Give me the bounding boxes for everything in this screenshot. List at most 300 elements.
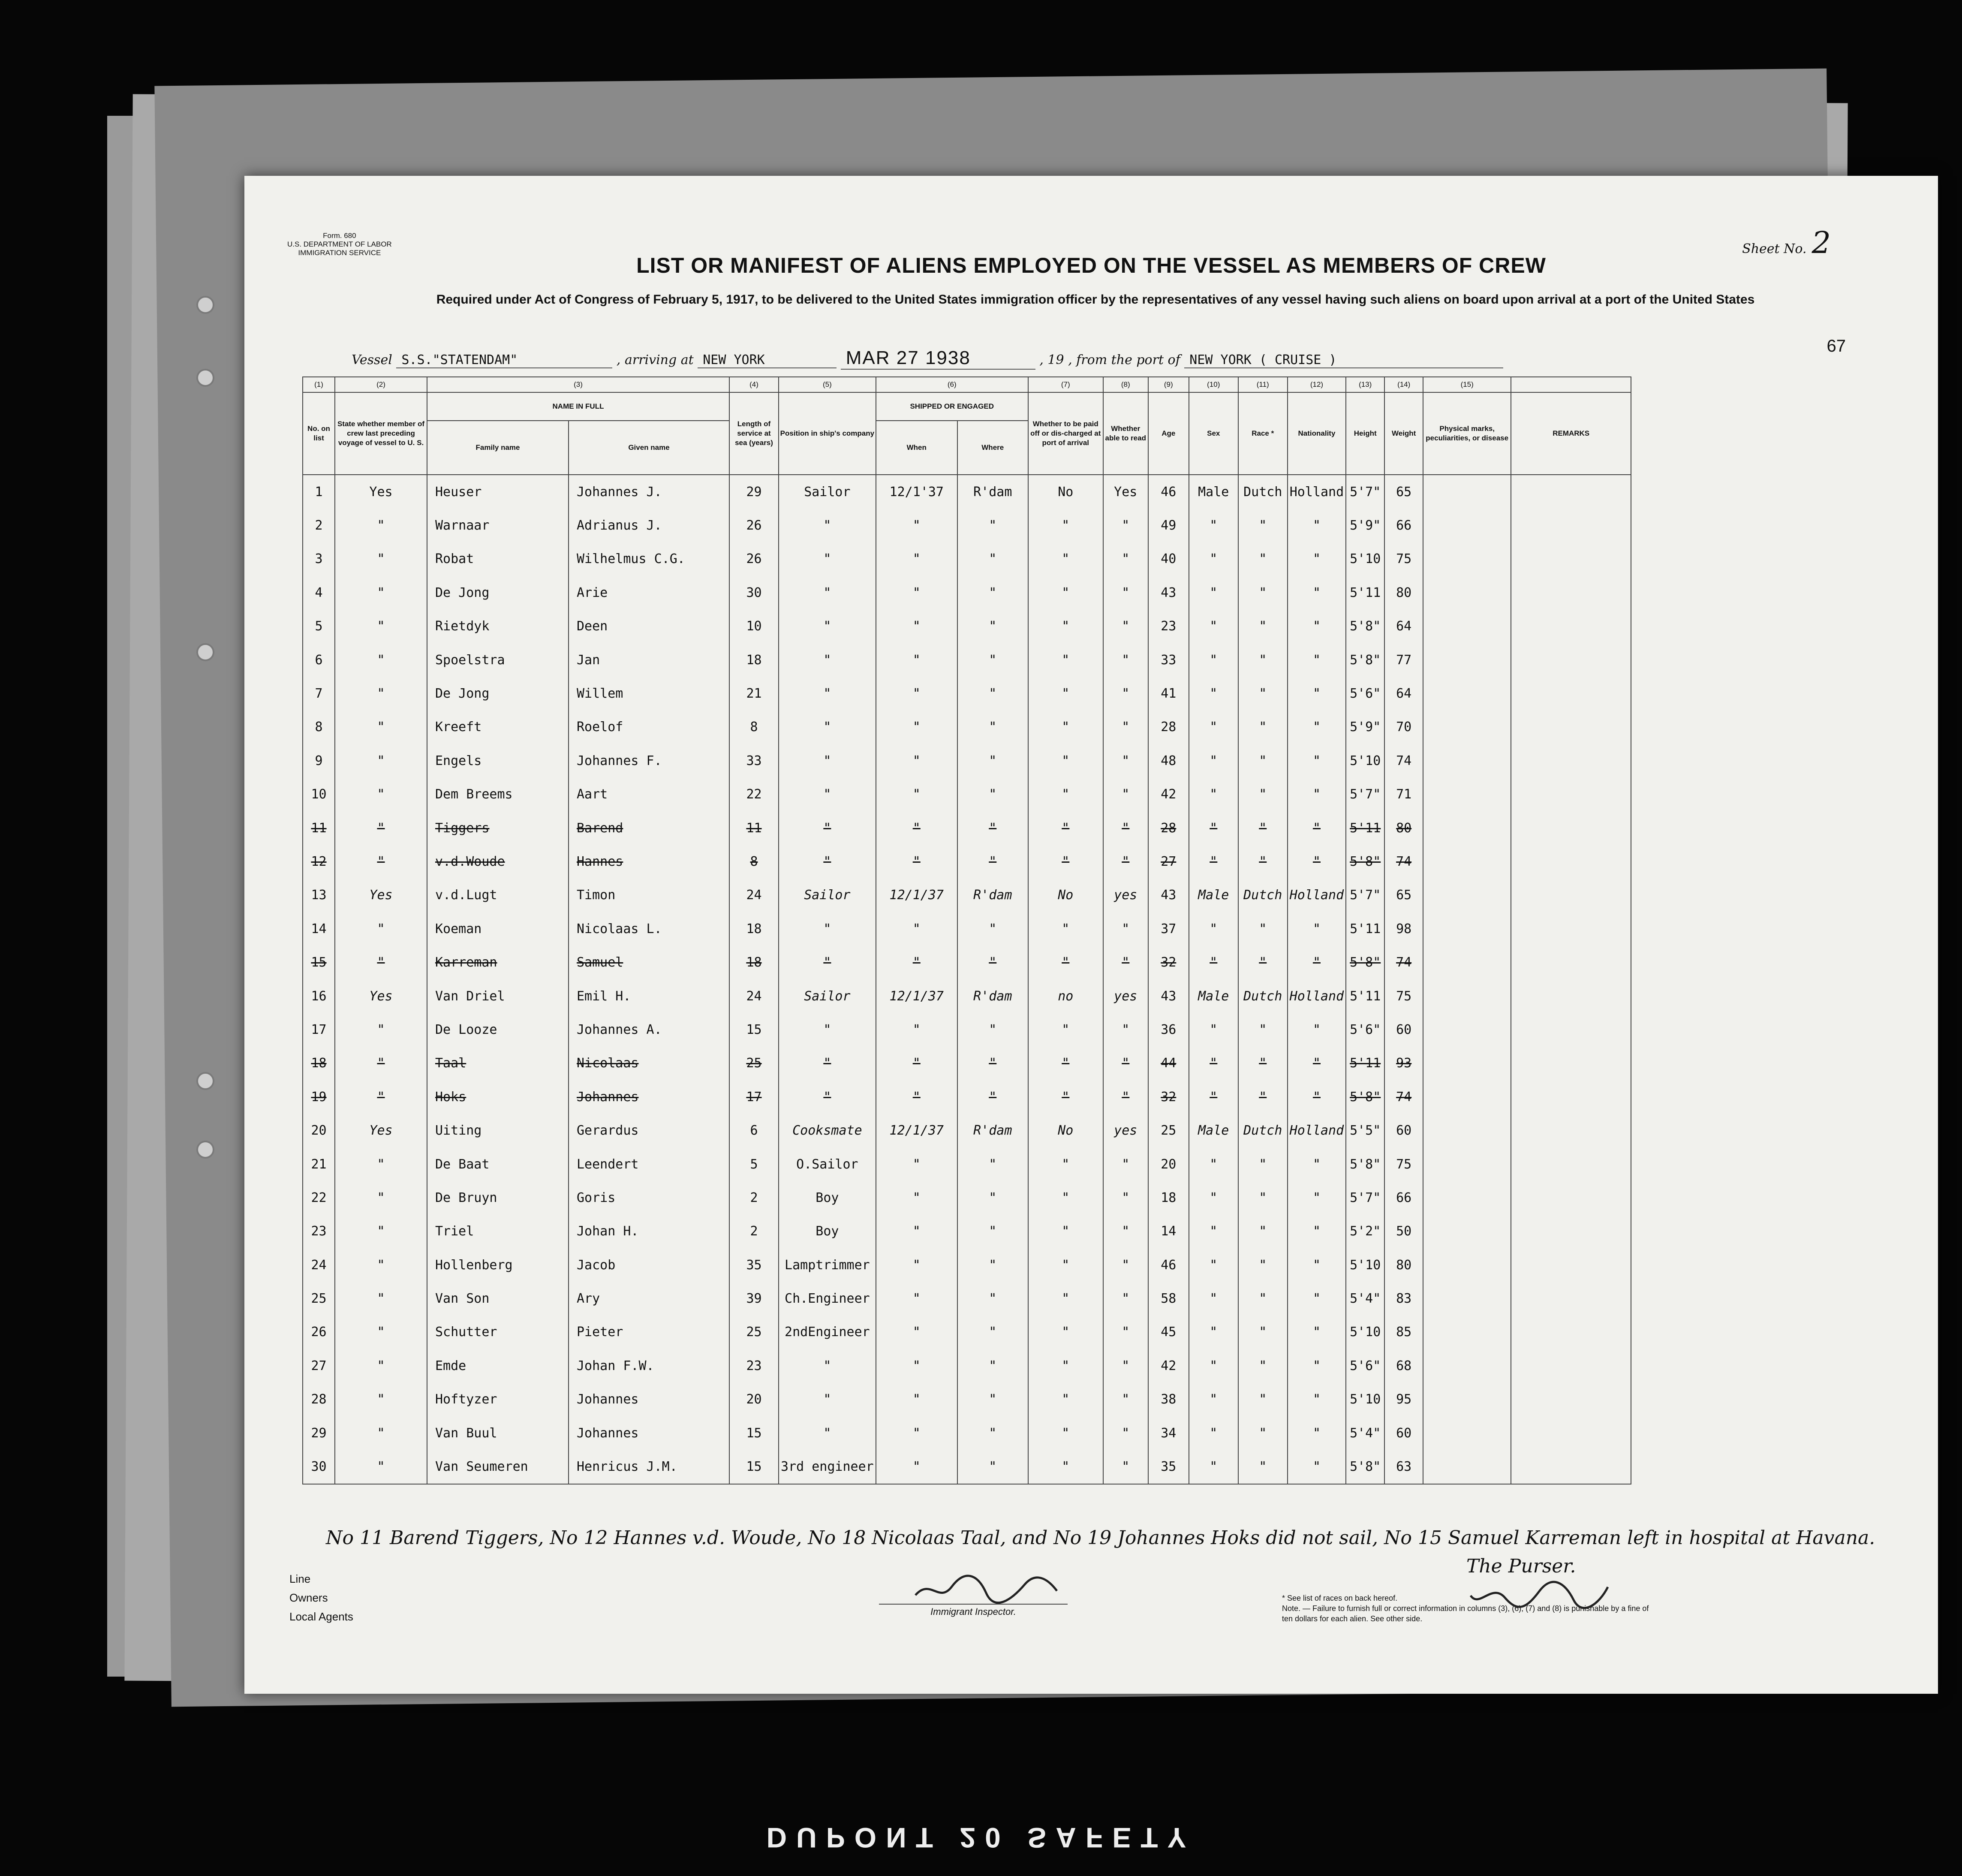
- cell-physical: [1423, 1416, 1511, 1450]
- cell-physical: [1423, 1215, 1511, 1248]
- cell-sex: ": [1189, 542, 1238, 576]
- cell-read: ": [1103, 778, 1148, 811]
- col-where: Where: [957, 421, 1028, 475]
- cell-prev: ": [335, 1181, 427, 1214]
- cell-nat: ": [1288, 677, 1346, 710]
- cell-remarks: [1511, 1080, 1631, 1114]
- cell-sex: ": [1189, 1450, 1238, 1484]
- cell-height: 5'9": [1346, 509, 1384, 542]
- cell-sex: ": [1189, 711, 1238, 744]
- cell-position: 3rd engineer: [779, 1450, 876, 1484]
- cell-remarks: [1511, 1114, 1631, 1147]
- cell-paid: ": [1028, 1181, 1103, 1214]
- cell-prev: ": [335, 1282, 427, 1315]
- cell-weight: 74: [1384, 1080, 1423, 1114]
- cell-sex: ": [1189, 1383, 1238, 1416]
- cell-paid: ": [1028, 711, 1103, 744]
- cell-physical: [1423, 509, 1511, 542]
- cell-race: ": [1238, 845, 1288, 878]
- cell-no: 3: [303, 542, 335, 576]
- cell-where: ": [957, 1215, 1028, 1248]
- cell-weight: 80: [1384, 811, 1423, 845]
- cell-family: Van Buul: [427, 1416, 569, 1450]
- cell-service: 23: [729, 1349, 779, 1382]
- cell-position: ": [779, 610, 876, 643]
- cell-given: Johannes: [569, 1416, 729, 1450]
- cell-age: 38: [1148, 1383, 1189, 1416]
- cell-race: ": [1238, 1215, 1288, 1248]
- cell-remarks: [1511, 1450, 1631, 1484]
- cell-no: 26: [303, 1316, 335, 1349]
- cell-nat: ": [1288, 576, 1346, 609]
- cell-no: 28: [303, 1383, 335, 1416]
- cell-when: ": [876, 1316, 957, 1349]
- cell-race: ": [1238, 1416, 1288, 1450]
- cell-age: 46: [1148, 475, 1189, 509]
- purser-signature: The Purser.: [1466, 1554, 1612, 1619]
- cell-nat: ": [1288, 1080, 1346, 1114]
- cell-weight: 64: [1384, 610, 1423, 643]
- cell-height: 5'9": [1346, 711, 1384, 744]
- cell-weight: 64: [1384, 677, 1423, 710]
- cell-position: ": [779, 912, 876, 946]
- cell-race: ": [1238, 1316, 1288, 1349]
- cell-family: Karreman: [427, 946, 569, 979]
- cell-remarks: [1511, 778, 1631, 811]
- cell-no: 5: [303, 610, 335, 643]
- cell-remarks: [1511, 1181, 1631, 1214]
- cell-where: ": [957, 677, 1028, 710]
- cell-sex: ": [1189, 1047, 1238, 1080]
- cell-position: ": [779, 576, 876, 609]
- cell-race: ": [1238, 744, 1288, 777]
- cell-race: ": [1238, 811, 1288, 845]
- cell-nat: ": [1288, 509, 1346, 542]
- cell-family: Uiting: [427, 1114, 569, 1147]
- col-sex: Sex: [1189, 392, 1238, 475]
- cell-when: ": [876, 1047, 957, 1080]
- cell-prev: ": [335, 610, 427, 643]
- cell-read: ": [1103, 610, 1148, 643]
- cell-no: 12: [303, 845, 335, 878]
- cell-service: 11: [729, 811, 779, 845]
- cell-where: ": [957, 811, 1028, 845]
- cell-family: Engels: [427, 744, 569, 777]
- cell-nat: ": [1288, 1282, 1346, 1315]
- cell-physical: [1423, 711, 1511, 744]
- cell-sex: ": [1189, 576, 1238, 609]
- cell-where: ": [957, 946, 1028, 979]
- cell-nat: Holland: [1288, 1114, 1346, 1147]
- cell-read: ": [1103, 1450, 1148, 1484]
- cell-weight: 74: [1384, 845, 1423, 878]
- cell-service: 24: [729, 979, 779, 1013]
- cell-height: 5'10: [1346, 744, 1384, 777]
- cell-read: ": [1103, 1349, 1148, 1382]
- cell-given: Leendert: [569, 1147, 729, 1181]
- cell-read: ": [1103, 1181, 1148, 1214]
- cell-remarks: [1511, 845, 1631, 878]
- cell-family: Hoftyzer: [427, 1383, 569, 1416]
- cell-race: Dutch: [1238, 475, 1288, 509]
- cell-no: 27: [303, 1349, 335, 1382]
- cell-family: v.d.Lugt: [427, 879, 569, 912]
- cell-nat: ": [1288, 1181, 1346, 1214]
- table-row: [303, 1282, 1631, 1315]
- cell-no: 19: [303, 1080, 335, 1114]
- cell-service: 39: [729, 1282, 779, 1315]
- cell-race: ": [1238, 1349, 1288, 1382]
- cell-height: 5'8": [1346, 610, 1384, 643]
- cell-when: ": [876, 744, 957, 777]
- punch-hole: [196, 1141, 214, 1159]
- cell-where: ": [957, 1080, 1028, 1114]
- cell-remarks: [1511, 610, 1631, 643]
- cell-height: 5'8": [1346, 1147, 1384, 1181]
- cell-race: ": [1238, 1282, 1288, 1315]
- cell-no: 2: [303, 509, 335, 542]
- col-remarks: REMARKS: [1511, 392, 1631, 475]
- col-paid-off: Whether to be paid off or dis-charged at port of arrival: [1028, 392, 1103, 475]
- cell-prev: ": [335, 744, 427, 777]
- cell-physical: [1423, 542, 1511, 576]
- punch-hole: [196, 369, 214, 387]
- cell-nat: ": [1288, 711, 1346, 744]
- cell-when: ": [876, 1147, 957, 1181]
- cell-race: ": [1238, 1147, 1288, 1181]
- cell-age: 49: [1148, 509, 1189, 542]
- table-row: [303, 509, 1631, 542]
- cell-read: Yes: [1103, 475, 1148, 509]
- cell-position: O.Sailor: [779, 1147, 876, 1181]
- cell-no: 11: [303, 811, 335, 845]
- cell-position: ": [779, 1013, 876, 1046]
- cell-paid: ": [1028, 610, 1103, 643]
- col-family-name: Family name: [427, 421, 569, 475]
- col-position: Position in ship's company: [779, 392, 876, 475]
- cell-read: ": [1103, 1080, 1148, 1114]
- table-row: [303, 1114, 1631, 1147]
- cell-remarks: [1511, 879, 1631, 912]
- cell-sex: ": [1189, 845, 1238, 878]
- cell-physical: [1423, 610, 1511, 643]
- cell-read: ": [1103, 509, 1148, 542]
- cell-age: 43: [1148, 879, 1189, 912]
- cell-physical: [1423, 744, 1511, 777]
- cell-service: 8: [729, 711, 779, 744]
- cell-paid: ": [1028, 576, 1103, 609]
- cell-read: ": [1103, 845, 1148, 878]
- cell-when: 12/1/37: [876, 1114, 957, 1147]
- cell-given: Johan F.W.: [569, 1349, 729, 1382]
- cell-nat: ": [1288, 1383, 1346, 1416]
- cell-age: 48: [1148, 744, 1189, 777]
- cell-sex: ": [1189, 677, 1238, 710]
- cell-given: Johannes A.: [569, 1013, 729, 1046]
- cell-position: ": [779, 509, 876, 542]
- cell-service: 2: [729, 1181, 779, 1214]
- cell-prev: ": [335, 643, 427, 677]
- cell-where: ": [957, 576, 1028, 609]
- cell-remarks: [1511, 912, 1631, 946]
- cell-sex: ": [1189, 643, 1238, 677]
- vessel-line: Vessel S.S."STATENDAM" , arriving at NEW YORK MAR 27 1938 , 19 , from the port of NEW YORK ( CRUISE ): [352, 347, 1503, 370]
- cell-paid: ": [1028, 946, 1103, 979]
- cell-family: De Jong: [427, 677, 569, 710]
- cell-when: ": [876, 1013, 957, 1046]
- cell-family: Kreeft: [427, 711, 569, 744]
- cell-position: Sailor: [779, 475, 876, 509]
- cell-read: ": [1103, 912, 1148, 946]
- page-number: 67: [1827, 337, 1846, 355]
- cell-where: ": [957, 1047, 1028, 1080]
- cell-when: ": [876, 1349, 957, 1382]
- cell-physical: [1423, 1450, 1511, 1484]
- cell-read: ": [1103, 1383, 1148, 1416]
- cell-where: ": [957, 845, 1028, 878]
- cell-age: 23: [1148, 610, 1189, 643]
- cell-prev: Yes: [335, 879, 427, 912]
- cell-given: Timon: [569, 879, 729, 912]
- cell-age: 18: [1148, 1181, 1189, 1214]
- cell-prev: ": [335, 576, 427, 609]
- cell-paid: ": [1028, 845, 1103, 878]
- cell-age: 27: [1148, 845, 1189, 878]
- cell-race: ": [1238, 643, 1288, 677]
- cell-service: 5: [729, 1147, 779, 1181]
- cell-paid: ": [1028, 509, 1103, 542]
- cell-nat: ": [1288, 1013, 1346, 1046]
- cell-where: ": [957, 1013, 1028, 1046]
- cell-family: Triel: [427, 1215, 569, 1248]
- cell-when: ": [876, 1282, 957, 1315]
- cell-given: Arie: [569, 576, 729, 609]
- cell-weight: 75: [1384, 979, 1423, 1013]
- cell-when: ": [876, 1383, 957, 1416]
- cell-nat: ": [1288, 946, 1346, 979]
- cell-nat: ": [1288, 778, 1346, 811]
- cell-height: 5'8": [1346, 643, 1384, 677]
- col-physical: Physical marks, peculiarities, or disease: [1423, 392, 1511, 475]
- cell-weight: 74: [1384, 744, 1423, 777]
- cell-paid: ": [1028, 744, 1103, 777]
- cell-remarks: [1511, 1215, 1631, 1248]
- cell-paid: ": [1028, 1383, 1103, 1416]
- cell-physical: [1423, 576, 1511, 609]
- footnotes: * See list of races on back hereof. Note. — Failure to furnish full or correct information in columns (3), (6), (7) and (8) is punishable by a fine of ten dollars for each alien. See other side.: [1282, 1594, 1649, 1623]
- cell-no: 4: [303, 576, 335, 609]
- cell-sex: Male: [1189, 475, 1238, 509]
- cell-age: 32: [1148, 946, 1189, 979]
- cell-family: Van Seumeren: [427, 1450, 569, 1484]
- cell-race: ": [1238, 1047, 1288, 1080]
- cell-prev: ": [335, 1013, 427, 1046]
- cell-read: ": [1103, 811, 1148, 845]
- col-no: No. on list: [303, 392, 335, 475]
- cell-nat: Holland: [1288, 979, 1346, 1013]
- cell-read: yes: [1103, 979, 1148, 1013]
- cell-race: Dutch: [1238, 1114, 1288, 1147]
- cell-age: 43: [1148, 576, 1189, 609]
- cell-paid: ": [1028, 811, 1103, 845]
- col-able-read: Whether able to read: [1103, 392, 1148, 475]
- form-reference: Form. 680 U.S. DEPARTMENT OF LABOR IMMIGRATION SERVICE: [287, 232, 392, 257]
- cell-paid: ": [1028, 1316, 1103, 1349]
- table-row: [303, 1316, 1631, 1349]
- cell-where: ": [957, 711, 1028, 744]
- cell-read: ": [1103, 1147, 1148, 1181]
- cell-nat: ": [1288, 845, 1346, 878]
- page-title: LIST OR MANIFEST OF ALIENS EMPLOYED ON THE VESSEL AS MEMBERS OF CREW: [636, 253, 1546, 277]
- cell-sex: ": [1189, 744, 1238, 777]
- cell-where: ": [957, 1181, 1028, 1214]
- cell-age: 33: [1148, 643, 1189, 677]
- cell-position: Sailor: [779, 979, 876, 1013]
- cell-family: De Looze: [427, 1013, 569, 1046]
- cell-remarks: [1511, 1047, 1631, 1080]
- cell-physical: [1423, 643, 1511, 677]
- cell-age: 41: [1148, 677, 1189, 710]
- cell-family: Emde: [427, 1349, 569, 1382]
- cell-read: ": [1103, 1013, 1148, 1046]
- table-row: [303, 1450, 1631, 1484]
- cell-sex: ": [1189, 778, 1238, 811]
- table-row: [303, 1215, 1631, 1248]
- cell-given: Willem: [569, 677, 729, 710]
- cell-when: ": [876, 711, 957, 744]
- cell-remarks: [1511, 542, 1631, 576]
- table-row: [303, 711, 1631, 744]
- cell-service: 15: [729, 1013, 779, 1046]
- table-row: [303, 1013, 1631, 1046]
- cell-age: 37: [1148, 912, 1189, 946]
- cell-family: Warnaar: [427, 509, 569, 542]
- cell-age: 46: [1148, 1248, 1189, 1282]
- cell-height: 5'4": [1346, 1282, 1384, 1315]
- cell-weight: 71: [1384, 778, 1423, 811]
- cell-height: 5'11: [1346, 979, 1384, 1013]
- cell-sex: ": [1189, 1215, 1238, 1248]
- cell-position: ": [779, 811, 876, 845]
- table-row: [303, 643, 1631, 677]
- cell-sex: Male: [1189, 1114, 1238, 1147]
- cell-read: ": [1103, 643, 1148, 677]
- cell-race: ": [1238, 1181, 1288, 1214]
- cell-remarks: [1511, 811, 1631, 845]
- cell-given: Nicolaas: [569, 1047, 729, 1080]
- cell-physical: [1423, 1282, 1511, 1315]
- cell-no: 23: [303, 1215, 335, 1248]
- cell-physical: [1423, 1383, 1511, 1416]
- cell-physical: [1423, 1316, 1511, 1349]
- cell-given: Jan: [569, 643, 729, 677]
- owners-label: Owners: [289, 1591, 328, 1604]
- cell-physical: [1423, 1080, 1511, 1114]
- col-prev-voyage: State whether member of crew last preceding voyage of vessel to U. S.: [335, 392, 427, 475]
- cell-nat: ": [1288, 1316, 1346, 1349]
- cell-where: ": [957, 912, 1028, 946]
- cell-position: Sailor: [779, 879, 876, 912]
- cell-weight: 93: [1384, 1047, 1423, 1080]
- cell-given: Adrianus J.: [569, 509, 729, 542]
- cell-when: ": [876, 1181, 957, 1214]
- cell-when: ": [876, 677, 957, 710]
- cell-service: 18: [729, 643, 779, 677]
- cell-service: 26: [729, 542, 779, 576]
- cell-physical: [1423, 979, 1511, 1013]
- cell-paid: ": [1028, 1080, 1103, 1114]
- cell-service: 8: [729, 845, 779, 878]
- col-age: Age: [1148, 392, 1189, 475]
- cell-read: ": [1103, 1215, 1148, 1248]
- cell-prev: ": [335, 1047, 427, 1080]
- cell-physical: [1423, 778, 1511, 811]
- cell-race: Dutch: [1238, 979, 1288, 1013]
- cell-family: Van Son: [427, 1282, 569, 1315]
- punch-hole: [196, 643, 214, 661]
- cell-where: ": [957, 744, 1028, 777]
- cell-nat: ": [1288, 542, 1346, 576]
- arrival-port: NEW YORK: [698, 352, 837, 368]
- cell-position: Lamptrimmer: [779, 1248, 876, 1282]
- vessel-name: S.S."STATENDAM": [396, 352, 612, 368]
- manifest-body: [303, 475, 1631, 1484]
- cell-no: 25: [303, 1282, 335, 1315]
- cell-height: 5'11: [1346, 912, 1384, 946]
- cell-height: 5'7": [1346, 475, 1384, 509]
- cell-physical: [1423, 677, 1511, 710]
- cell-position: ": [779, 711, 876, 744]
- date-stamp: MAR 27 1938: [841, 347, 1035, 370]
- cell-physical: [1423, 475, 1511, 509]
- cell-race: ": [1238, 711, 1288, 744]
- cell-family: Dem Breems: [427, 778, 569, 811]
- cell-height: 5'6": [1346, 1349, 1384, 1382]
- cell-weight: 95: [1384, 1383, 1423, 1416]
- cell-read: yes: [1103, 879, 1148, 912]
- table-row: [303, 610, 1631, 643]
- cell-paid: ": [1028, 542, 1103, 576]
- cell-no: 21: [303, 1147, 335, 1181]
- cell-prev: ": [335, 1316, 427, 1349]
- cell-nat: Holland: [1288, 475, 1346, 509]
- cell-paid: ": [1028, 1282, 1103, 1315]
- cell-sex: ": [1189, 1316, 1238, 1349]
- cell-where: R'dam: [957, 475, 1028, 509]
- cell-weight: 50: [1384, 1215, 1423, 1248]
- cell-read: ": [1103, 711, 1148, 744]
- cell-prev: ": [335, 1349, 427, 1382]
- cell-family: Robat: [427, 542, 569, 576]
- col-nationality: Nationality: [1288, 392, 1346, 475]
- cell-height: 5'11: [1346, 576, 1384, 609]
- table-row: [303, 1181, 1631, 1214]
- cell-when: ": [876, 778, 957, 811]
- cell-when: ": [876, 576, 957, 609]
- cell-height: 5'11: [1346, 811, 1384, 845]
- cell-race: ": [1238, 778, 1288, 811]
- cell-age: 34: [1148, 1416, 1189, 1450]
- cell-family: Rietdyk: [427, 610, 569, 643]
- cell-physical: [1423, 1181, 1511, 1214]
- cell-paid: No: [1028, 1114, 1103, 1147]
- cell-race: ": [1238, 1383, 1288, 1416]
- departure-port: NEW YORK ( CRUISE ): [1184, 352, 1503, 368]
- cell-sex: ": [1189, 509, 1238, 542]
- cell-family: v.d.Woude: [427, 845, 569, 878]
- cell-height: 5'7": [1346, 1181, 1384, 1214]
- cell-remarks: [1511, 677, 1631, 710]
